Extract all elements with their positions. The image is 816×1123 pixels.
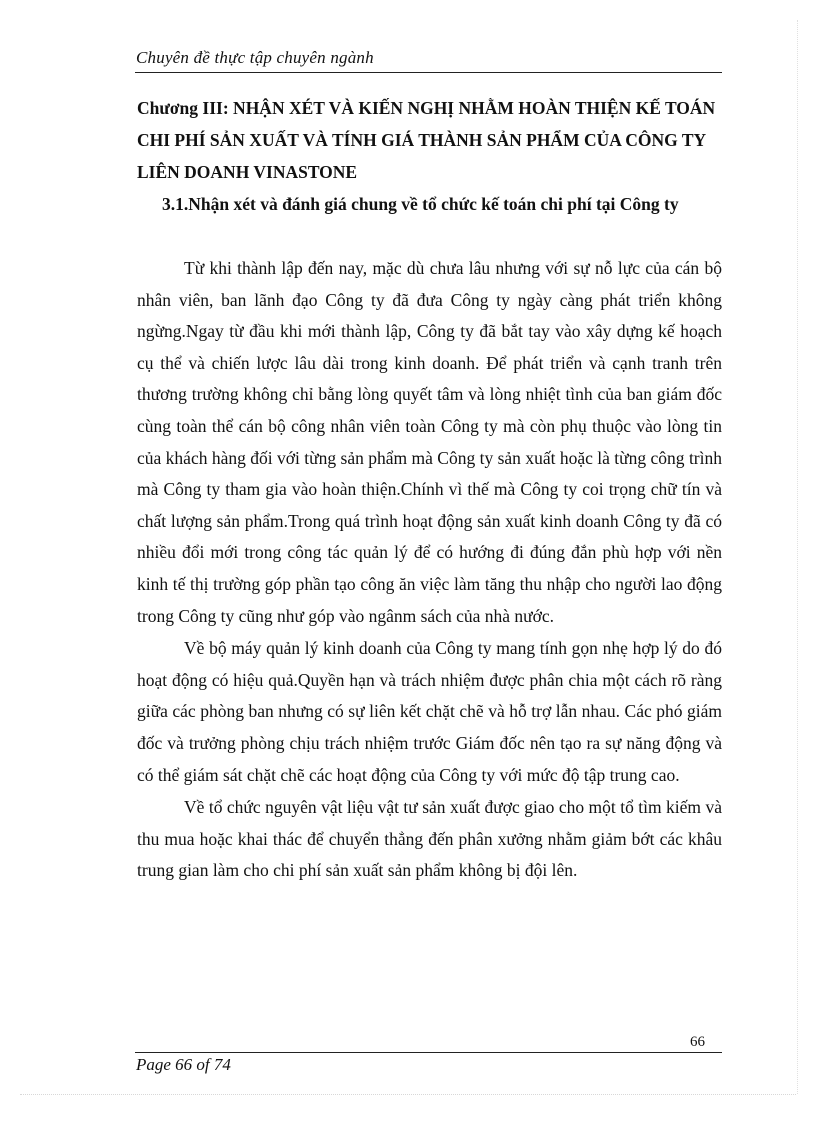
paragraph: Về bộ máy quản lý kinh doanh của Công ty mang tính gọn nhẹ hợp lý do đó hoạt động có hiệu quả.Quyền hạn và trách nhiệm được phân chia một cách rõ ràng giữa các phòng ban nhưng có sự liên kết chặt chẽ và hỗ trợ lẫn nhau. Các phó giám đốc và trưởng phòng chịu trách nhiệm trước Giám đốc nên tạo ra sự năng động và có thể giám sát chặt chẽ các hoạt động của Công ty với mức độ tập trung cao. [137, 638, 722, 785]
chapter-title: Chương III: NHẬN XÉT VÀ KIẾN NGHỊ NHẰM HOÀN THIỆN KẾ TOÁN CHI PHÍ SẢN XUẤT VÀ TÍNH GIÁ THÀNH SẢN PHẨM CỦA CÔNG TY LIÊN DOANH VINASTONE [137, 98, 716, 182]
page-right-border [797, 20, 798, 1094]
page-header: Chuyên đề thực tập chuyên ngành [136, 48, 374, 67]
body-text [137, 253, 722, 888]
paragraph: Về tổ chức nguyên vật liệu vật tư sản xuất được giao cho một tổ tìm kiếm và thu mua hoặc khai thác để chuyển thẳng đến phân xưởng nhằm giảm bớt các khâu trung gian làm cho chi phí sản xuất sản phẩm không bị đội lên. [137, 797, 722, 881]
paragraph: Từ khi thành lập đến nay, mặc dù chưa lâu nhưng với sự nỗ lực của cán bộ nhân viên, ban lãnh đạo Công ty đã đưa Công ty ngày càng phát triển không ngừng.Ngay từ đầu khi mới thành lập, Công ty đã bắt tay vào xây dựng kế hoạch cụ thể và chiến lược lâu dài trong kinh doanh. Để phát triển và cạnh tranh trên thương trường không chỉ bằng lòng quyết tâm và lòng nhiệt tình của ban giám đốc cùng toàn thể cán bộ công nhân viên toàn Công ty mà còn phụ thuộc vào lòng tin của khách hàng đối với từng sản phẩm mà Công ty sản xuất hoặc là từng công trình mà Công ty tham gia vào hoàn thiện.Chính vì thế mà Công ty coi trọng chữ tín và chất lượng sản phẩm.Trong quá trình hoạt động sản xuất kinh doanh Công ty đã có nhiều đổi mới trong công tác quản lý để có hướng đi đúng đắn phù hợp với nền kinh tế thị trường góp phần tạo công ăn việc làm tăng thu nhập cho người lao động trong Công ty cũng như góp vào ngânm sách của nhà nước. [137, 258, 722, 626]
footer-rule [135, 1052, 722, 1053]
page-bottom-border [20, 1094, 796, 1095]
section-title: 3.1.Nhận xét và đánh giá chung về tổ chức kế toán chi phí tại Công ty [162, 194, 679, 214]
header-rule [135, 72, 722, 73]
page-number: 66 [690, 1034, 705, 1050]
page-footer: Page 66 of 74 [136, 1055, 231, 1074]
